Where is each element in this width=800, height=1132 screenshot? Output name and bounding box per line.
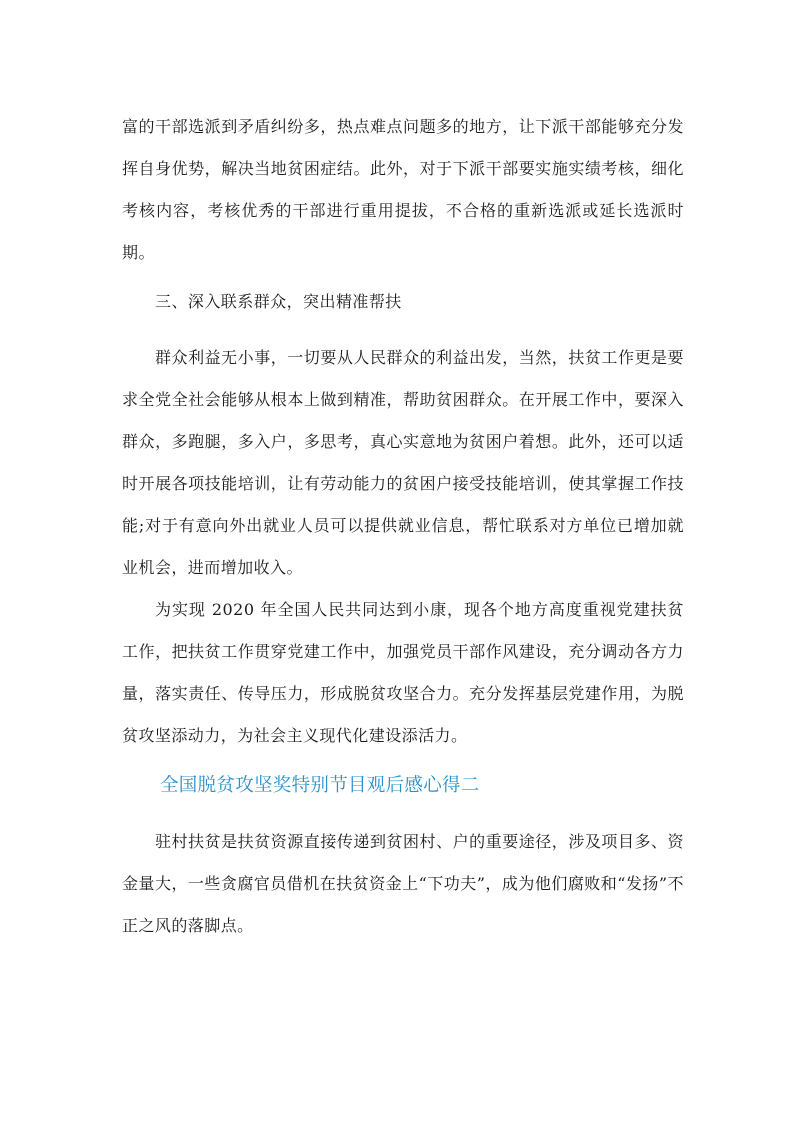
paragraph-village-poverty-relief: 驻村扶贫是扶贫资源直接传递到贫困村、户的重要途径，涉及项目多、资金量大，一些贪腐官员借机在扶贫资金上“下功夫”，成为他们腐败和“发扬”不正之风的落脚点。: [122, 832, 684, 935]
paragraph-cadre-assignment: 富的干部选派到矛盾纠纷多，热点难点问题多的地方，让下派干部能够充分发挥自身优势，解决当地贫困症结。此外，对于下派干部要实施实绩考核，细化考核内容，考核优秀的干部进行重用提拔，不合格的重新选派或延长选派时期。: [122, 117, 684, 262]
paragraph-2020-goal: 为实现 2020 年全国人民共同达到小康，现各个地方高度重视党建扶贫工作，把扶贫工作贯穿党建工作中，加强党员干部作风建设，充分调动各方力量，落实责任、传导压力，形成脱贫攻坚合力。充分发挥基层党建作用，为脱贫攻坚添动力，为社会主义现代化建设添活力。: [122, 600, 684, 745]
paragraph-mass-contact: 群众利益无小事，一切要从人民群众的利益出发，当然，扶贫工作更是要求全党全社会能够从根本上做到精准，帮助贫困群众。在开展工作中，要深入群众，多跑腿，多入户，多思考，真心实意地为贫困户着想。此外，还可以适时开展各项技能培训，让有劳动能力的贫困户接受技能培训，使其掌握工作技能;对于有意向外出就业人员可以提供就业信息，帮忙联系对方单位已增加就业机会，进而增加收入。: [122, 348, 684, 577]
section-heading-3: 三、深入联系群众，突出精准帮扶: [155, 292, 402, 311]
article-heading-2: 全国脱贫攻坚奖特别节目观后感心得二: [160, 775, 480, 796]
